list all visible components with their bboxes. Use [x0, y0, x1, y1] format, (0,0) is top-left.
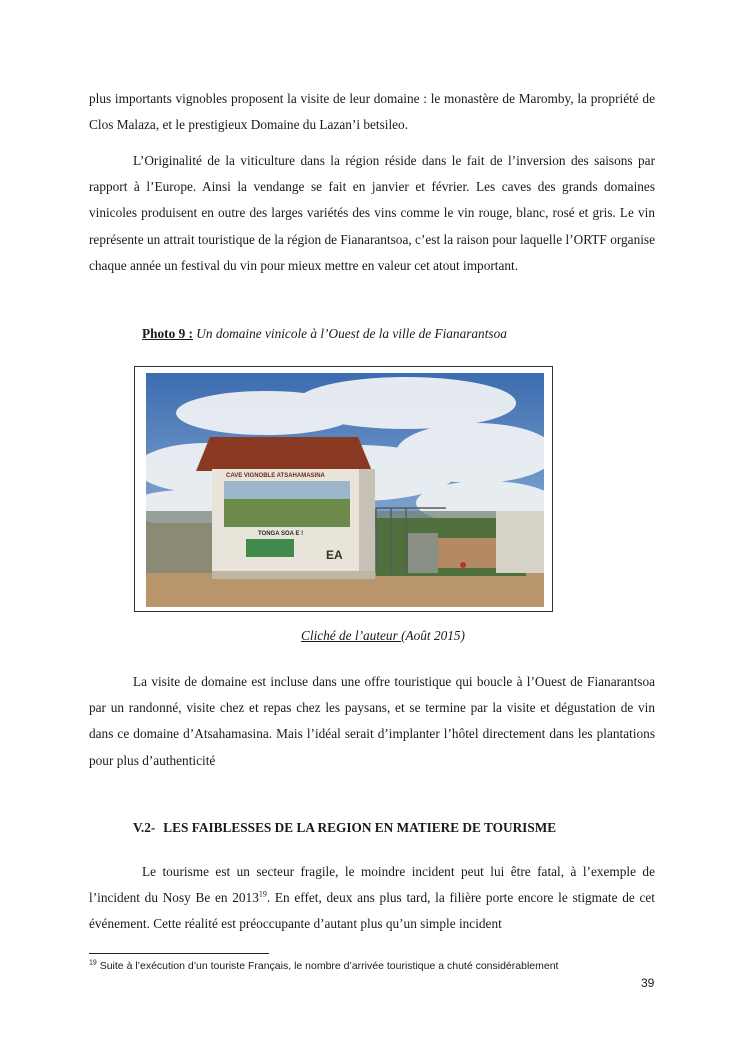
logo-mark: EA: [326, 548, 343, 562]
footnote-text: Suite à l’exécution d’un touriste Français, le nombre d’arrivée touristique a chuté considérablement: [96, 960, 559, 972]
footnote-divider: [89, 953, 269, 954]
photo-caption: [142, 324, 507, 344]
photo-title: Un domaine vinicole à l’Ouest de la ville de Fianarantsoa: [192, 326, 507, 341]
paragraph-4-end: . En effet, deux ans plus tard, la filière porte encore le stigmate de cet événement. Cette réalité est préoccupante d’autant plus qu’un simple incident: [89, 890, 655, 932]
paragraph-2: L’Originalité de la viticulture dans la région réside dans le fait de l’inversion des saisons par rapport à l’Europe. Ainsi la vendange se fait en janvier et février. Les caves des grands domaines vinicoles produisent en outre des larges variétés des vins comme le vin rouge, blanc, rosé et gris. Le vin représente un attrait touristique de la région de Fianarantsoa, c’est la raison pour laquelle l’ORTF organise chaque année un festival du vin pour mieux mettre en valeur cet atout important.: [89, 153, 655, 273]
building-base: [212, 571, 375, 579]
footnote: [89, 958, 558, 974]
winery-photo: [146, 373, 544, 607]
building-side: [359, 469, 375, 577]
photo-credit: [301, 628, 465, 644]
paragraph-1: plus importants vignobles proposent la visite de leur domaine : le monastère de Maromby, la propriété de Clos Malaza, et le prestigieux Domaine du Lazan’i betsileo.: [89, 91, 655, 133]
distant-building: [436, 538, 496, 568]
footnote-number: 19: [89, 959, 97, 967]
section-number: V.2-: [133, 820, 156, 835]
paragraph-4-start: Le tourisme est un secteur fragile, le moindre incident peut lui être fatal, à l’exemple de l’incident du Nosy Be en 2013: [89, 864, 655, 906]
photo-credit-author: Cliché de l’auteur: [301, 628, 402, 643]
gate-panel: [408, 533, 438, 573]
green-panel: [246, 539, 294, 557]
person: [460, 562, 466, 568]
section-heading: [133, 818, 556, 838]
page-number: 39: [641, 976, 655, 990]
photo-frame: [134, 366, 553, 612]
paragraph-4: [89, 859, 655, 938]
photo-label: Photo 9 :: [142, 326, 193, 341]
mural-sky: [224, 481, 350, 499]
mural-caption: TONGA SOA E !: [258, 531, 304, 537]
footnote-reference[interactable]: 19: [258, 889, 267, 899]
paragraph-3: La visite de domaine est incluse dans une offre touristique qui boucle à l’Ouest de Fianarantsoa par un randonné, visite chez et repas chez les paysans, et se termine par la visite et dégustation de vin dans ce domaine d’Atsahamasina. Mais l’idéal serait d’implanter l’hôtel directement dans les plantations pour plus d’authenticité: [89, 674, 655, 768]
roof: [196, 437, 372, 471]
right-wall: [496, 511, 544, 573]
photo-credit-date: (Août 2015): [401, 628, 465, 643]
left-wall: [146, 523, 216, 578]
building-sign: CAVE VIGNOBLE ATSAHAMASINA: [226, 473, 325, 479]
section-title: LES FAIBLESSES DE LA REGION EN MATIERE DE TOURISME: [163, 820, 557, 835]
